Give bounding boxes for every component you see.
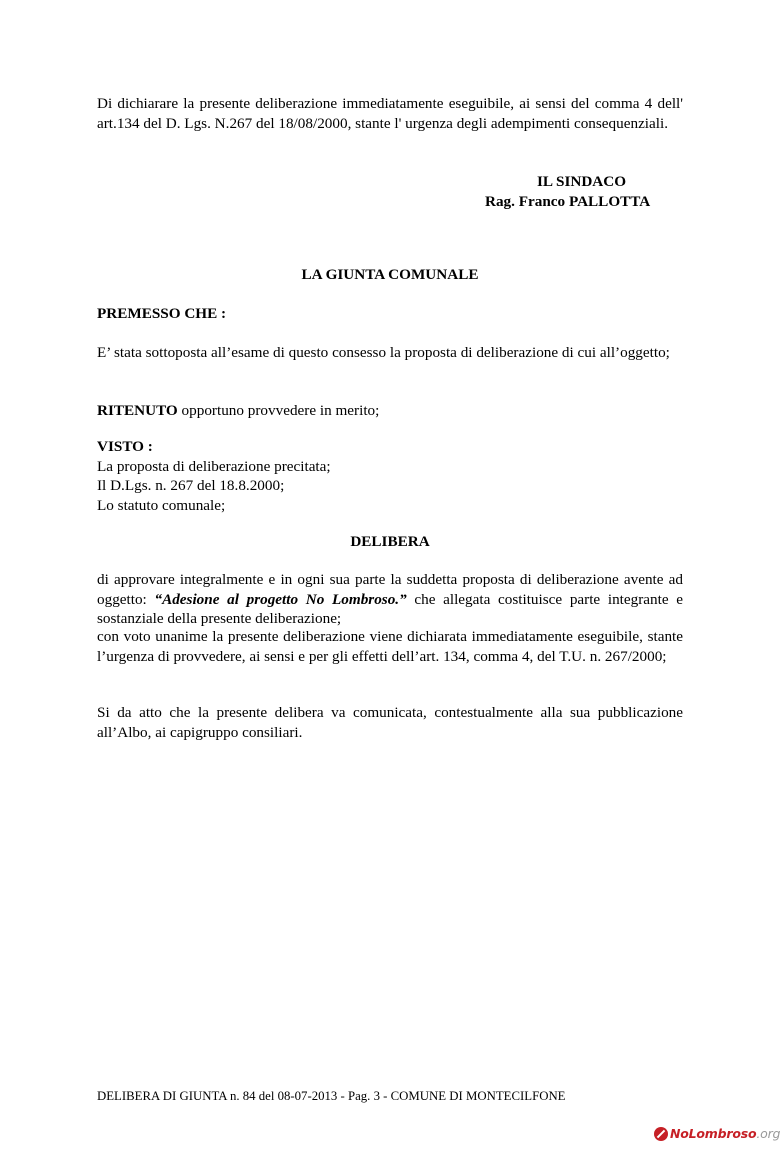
- premesso-text: E’ stata sottoposta all’esame di questo consesso la proposta di deliberazione di cui all’oggetto;: [97, 344, 670, 361]
- delibera-p1-before: di approvare integralmente e in ogni sua parte la suddetta proposta di deliberazione avente ad oggetto:: [97, 571, 683, 608]
- ritenuto-paragraph: [97, 401, 683, 421]
- no-sign-icon: [654, 1127, 668, 1141]
- watermark-text: NoLombroso.org: [670, 1126, 780, 1141]
- visto-section: [97, 437, 683, 515]
- signature-name: Rag. Franco PALLOTTA: [485, 193, 651, 210]
- subject-emphasis: “Adesione al progetto No Lombroso.”: [154, 590, 407, 608]
- visto-heading: VISTO :: [97, 438, 153, 455]
- page-footer: DELIBERA DI GIUNTA n. 84 del 08-07-2013 - Pag. 3 - COMUNE DI MONTECILFONE: [97, 1089, 566, 1103]
- delibera-paragraph-1: [97, 570, 683, 629]
- opening-paragraph: Di dichiarare la presente deliberazione immediatamente eseguibile, ai sensi del comma 4 dell' art.134 del D. Lgs. N.267 del 18/08/2000, stante l' urgenza degli adempimenti consequenziali.: [97, 95, 683, 132]
- watermark: [654, 1126, 780, 1141]
- ritenuto-label: RITENUTO: [97, 402, 178, 419]
- visto-line: Lo statuto comunale;: [97, 496, 226, 514]
- giunta-heading: LA GIUNTA COMUNALE: [301, 266, 479, 283]
- signature-title: IL SINDACO: [537, 173, 627, 190]
- visto-line: Il D.Lgs. n. 267 del 18.8.2000;: [97, 477, 285, 494]
- closing-paragraph: Si da atto che la presente delibera va comunicata, contestualmente alla sua pubblicazione all’Albo, ai capigruppo consiliari.: [97, 704, 683, 741]
- delibera-heading: DELIBERA: [350, 533, 430, 550]
- delibera-paragraph-2: con voto unanime la presente deliberazione viene dichiarata immediatamente eseguibile, stante l’urgenza di provvedere, ai sensi e per gli effetti dell’art. 134, comma 4, del T.U. n. 267/2000;: [97, 628, 683, 665]
- premesso-heading: PREMESSO CHE :: [97, 305, 227, 322]
- delibera-p1-after: che allegata costituisce parte integrante e sostanziale della presente deliberazione;: [97, 590, 683, 627]
- visto-line: La proposta di deliberazione precitata;: [97, 457, 331, 475]
- ritenuto-text: opportuno provvedere in merito;: [177, 402, 380, 419]
